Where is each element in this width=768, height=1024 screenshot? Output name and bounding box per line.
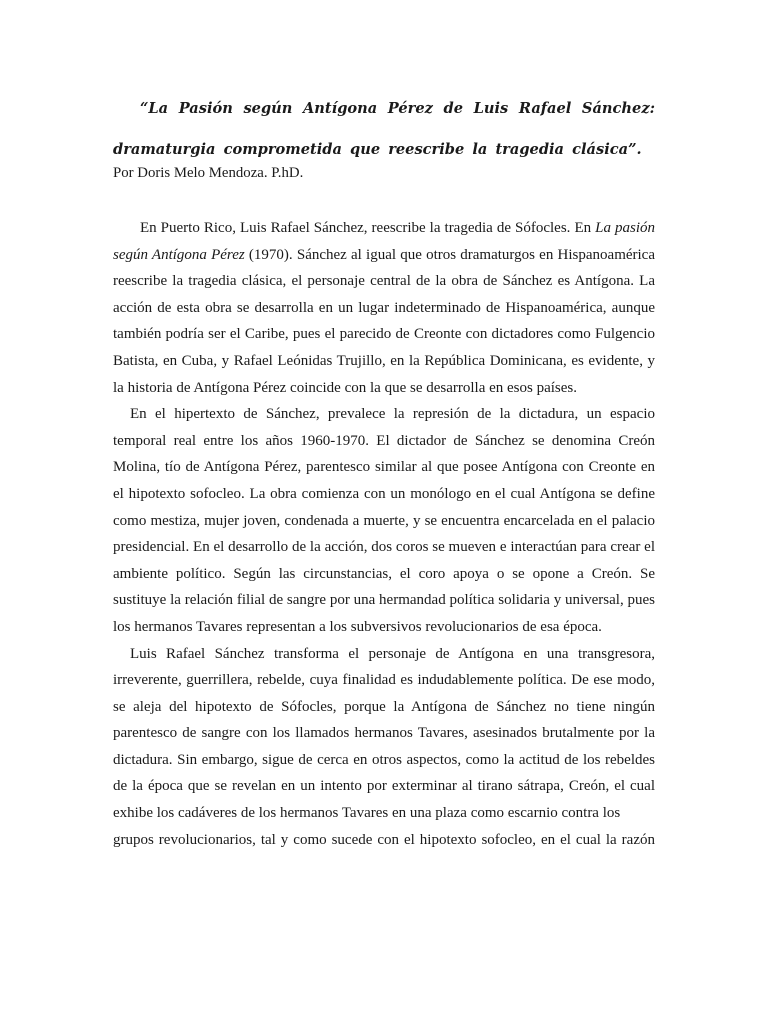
paragraph-2: En el hipertexto de Sánchez, prevalece la represión de la dictadura, un espacio temporal real entre los años 1960-1970. El dictador de Sánchez se denomina Creón Molina, tío de Antígona Pérez, parentesco similar al que posee Antígona con Creonte en el hipotexto sofocleo. La obra comienza con un monólogo en el cual Antígona se define como mestiza, mujer joven, condenada a muerte, y se encuentra encarcelada en el palacio presidencial. En el desarrollo de la acción, dos coros se mueven e interactúan para crear el ambiente político. Según las circunstancias, el coro apoya o se opone a Creón. Se sustituye la relación filial de sangre por una hermandad política solidaria y universal, pues los hermanos Tavares representan a los subversivos revolucionarios de esa época.: [113, 406, 655, 635]
author-line: Por Doris Melo Mendoza. P.hD.: [113, 165, 304, 181]
work-title: La pasión según Antígona Pérez: [113, 220, 655, 263]
paragraph-1-text-b: (1970). Sánchez al igual que otros dramaturgos en Hispanoamérica reescribe la tragedia clásica, el personaje central de la obra de Sánchez es Antígona. La acción de esta obra se desarrolla en un lugar indeterminado de Hispanoamérica, aunque también podría ser el Caribe, pues el parecido de Creonte con dictadores como Fulgencio Batista, en Cuba, y Rafael Leónidas Trujillo, en la República Dominicana, es evidente, y la historia de Antígona Pérez coincide con la que se desarrolla en esos países.: [113, 246, 655, 396]
document-body: [113, 215, 655, 853]
paragraph-3: Luis Rafael Sánchez transforma el personaje de Antígona en una transgresora, irreverente, guerrillera, rebelde, cuya finalidad es indudablemente política. De ese modo, se aleja del hipotexto de Sófocles, porque la Antígona de Sánchez no tiene ningún parentesco de sangre con los llamados hermanos Tavares, asesinados brutalmente por la dictadura. Sin embargo, sigue de cerca en otros aspectos, como la actitud de los rebeldes de la época que se revelan en un intento por exterminar al tirano sátrapa, Creón, el cual exhibe los cadáveres de los hermanos Tavares en una plaza como escarnio contra los: [113, 645, 655, 822]
paragraph-3-last-line: grupos revolucionarios, tal y como sucede con el hipotexto sofocleo, en el cual la razón: [113, 831, 655, 848]
document-title: “La Pasión según Antígona Pérez de Luis Rafael Sánchez: dramaturgia comprometida que reescribe la tragedia clásica”.: [113, 100, 655, 158]
paragraph-1-text-a: En Puerto Rico, Luis Rafael Sánchez, reescribe la tragedia de Sófocles. En: [140, 220, 596, 236]
paragraph-1: [113, 215, 655, 401]
